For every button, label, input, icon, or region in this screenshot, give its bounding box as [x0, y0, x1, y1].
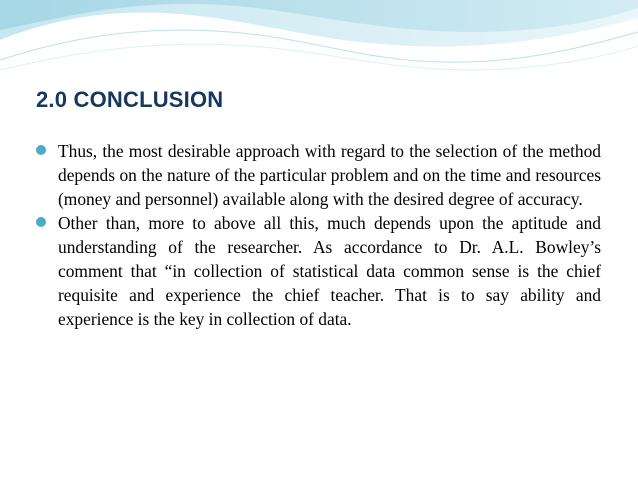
wave-line-3	[0, 44, 638, 70]
slide-title: 2.0 CONCLUSION	[36, 87, 224, 112]
bullet-text: Other than, more to above all this, much depends upon the aptitude and understanding of the researcher. As accordance to Dr. A.L. Bowley’s comment that “in collection of statistical data common sense is the chief requisite and experience the chief teacher. That is to say ability and experience is the key in collection of data.	[58, 213, 601, 329]
bullet-item	[36, 139, 601, 211]
bullet-circle-icon	[36, 145, 46, 155]
bullet-item	[36, 211, 601, 331]
bullet-circle-icon	[36, 217, 46, 227]
header-wave-decoration	[0, 0, 638, 75]
bullet-text: Thus, the most desirable approach with regard to the selection of the method depends on the nature of the particular problem and on the time and resources (money and personnel) available along with the desired degree of accuracy.	[58, 141, 601, 209]
bullet-list	[36, 139, 601, 331]
